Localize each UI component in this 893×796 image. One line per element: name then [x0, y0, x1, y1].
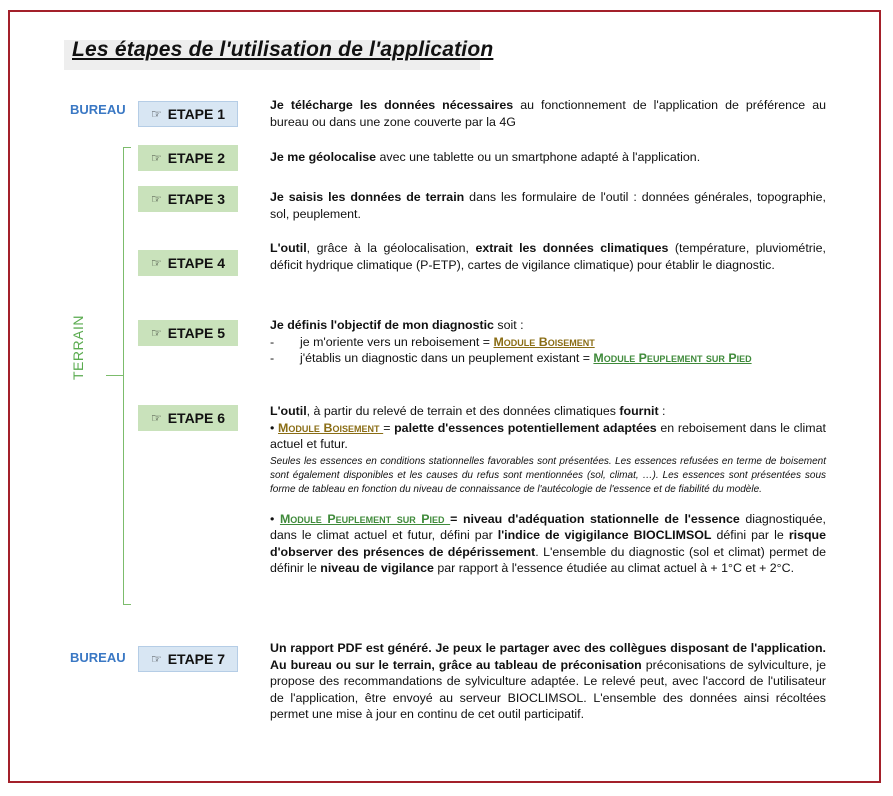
step-1-bold: Je télécharge les données nécessaires: [270, 98, 514, 112]
step-5-item-2: [270, 350, 826, 367]
step-6-text-4: en reboisement dans le climat actuel et futur.: [270, 420, 826, 451]
step-6-text-2: :: [658, 404, 666, 418]
step-7-box: [138, 646, 238, 672]
step-3-rest: dans les formulaire de l'outil : données générales, topographie, sol, peuplement.: [270, 190, 826, 221]
pointing-hand-icon: ☞: [150, 151, 162, 165]
dash-marker: -: [270, 351, 275, 365]
page-title: Les étapes de l'utilisation de l'application: [72, 38, 494, 61]
step-3-text: [270, 189, 826, 222]
pointing-hand-icon: ☞: [150, 107, 162, 121]
bullet-marker: •: [270, 511, 275, 526]
step-2-text: [270, 149, 826, 166]
spacer: [270, 497, 826, 511]
step-7-rest: préconisations de sylviculture, je propose des recommandations de sylviculture adaptée. Le relevé peut, avec l'accord de l'utilisateur de l'application, être envoyé au serveur BIOCLIMSOL. L'ensemble des données ainsi récoltées permet une mise à jour en continu de cet outil participatif.: [270, 657, 826, 721]
step-5-rest: soit :: [493, 318, 524, 332]
module-peuplement-link[interactable]: Module Peuplement sur Pied: [279, 511, 451, 526]
step-5-label: ETAPE 5: [167, 325, 226, 341]
step-6-note: Seules les essences en conditions stationnelles favorables sont présentées. Les essences refusées en terme de boisement sont également disponibles et les causes du refus sont mentionnées (sol, climat, …). Les essences sont présentées sous forme de tableau en fonction du niveau de connaissance de l'autécologie de l'essence et de fiabilité du modèle.: [270, 455, 826, 495]
location-bureau-top: BUREAU: [70, 102, 126, 117]
step-6-text-8: . L'ensemble du diagnostic (sol et climat) permet de définir le: [270, 544, 826, 575]
step-6-bullet-2: [270, 511, 826, 577]
step-1-text: [270, 97, 826, 130]
location-bureau-bottom: BUREAU: [70, 650, 126, 665]
step-6-bold-1: L'outil: [270, 404, 307, 418]
module-peuplement-link[interactable]: Module Peuplement sur Pied: [593, 351, 752, 365]
step-4-text-2: (température, pluviométrie, déficit hydrique climatique (P-ETP), cartes de vigilance climatique) pour établir le diagnostic.: [270, 241, 826, 272]
step-3-box: [138, 186, 238, 212]
location-terrain: TERRAIN: [70, 315, 86, 380]
step-6-box: [138, 405, 238, 431]
step-5-item-2-text: j'établis un diagnostic dans un peuplement existant =: [300, 351, 594, 365]
step-6-bold-7: niveau de vigilance: [320, 561, 434, 575]
step-2-bold: Je me géolocalise: [270, 150, 377, 164]
step-6-bold-2: fournit: [619, 404, 659, 418]
terrain-bracket-tick: [106, 375, 123, 376]
step-6-text: [270, 403, 826, 577]
step-6-text-3: =: [383, 420, 395, 435]
step-5-item-1: [270, 334, 826, 351]
step-1-label: ETAPE 1: [167, 106, 226, 122]
step-6-bold-6: risque d'observer des présences de dépérissement: [270, 528, 826, 559]
step-4-text: [270, 240, 826, 273]
step-4-label: ETAPE 4: [167, 255, 226, 271]
step-4-text-1: , grâce à la géolocalisation,: [306, 241, 476, 255]
step-6-label: ETAPE 6: [167, 410, 226, 426]
terrain-bracket: [123, 147, 131, 605]
step-7-bold: Un rapport PDF est généré. Je peux le partager avec des collègues disposant de l'application. Au bureau ou sur le terrain, grâce au tableau de préconisation: [270, 641, 826, 672]
step-6-text-6: diagnostiquée, dans le climat actuel et futur, défini par: [270, 511, 826, 542]
step-6-bullet-1: [270, 420, 826, 453]
step-4-bold-2: extrait les données climatiques: [475, 241, 669, 255]
pointing-hand-icon: ☞: [150, 192, 162, 206]
step-6-bold-4: niveau d'adéquation stationnelle de l'essence: [462, 511, 740, 526]
step-1-rest: au fonctionnement de l'application de préférence au bureau ou dans une zone couverte par la 4G: [270, 98, 826, 129]
step-6-bold-3: palette d'essences potentiellement adaptées: [394, 420, 657, 435]
step-5-bold: Je définis l'objectif de mon diagnostic: [270, 318, 494, 332]
step-6-text-1: , à partir du relevé de terrain et des données climatiques: [306, 404, 620, 418]
dash-marker: -: [270, 334, 275, 349]
step-6-text-5: =: [450, 511, 463, 526]
step-5-box: [138, 320, 238, 346]
module-boisement-link[interactable]: Module Boisement: [278, 420, 384, 435]
step-5-item-1-text: je m'oriente vers un reboisement =: [300, 334, 494, 349]
bullet-marker: •: [270, 420, 275, 435]
step-6-bold-5: l'indice de vigigilance BIOCLIMSOL: [497, 528, 712, 542]
step-4-box: [138, 250, 238, 276]
step-2-box: [138, 145, 238, 171]
step-6-text-7: défini par le: [711, 528, 789, 542]
step-4-bold-1: L'outil: [270, 241, 307, 255]
step-3-bold: Je saisis les données de terrain: [270, 190, 465, 204]
step-7-label: ETAPE 7: [167, 651, 226, 667]
module-boisement-link[interactable]: Module Boisement: [493, 334, 595, 349]
pointing-hand-icon: ☞: [150, 256, 162, 270]
step-2-label: ETAPE 2: [167, 150, 226, 166]
pointing-hand-icon: ☞: [150, 652, 162, 666]
pointing-hand-icon: ☞: [150, 326, 162, 340]
step-2-rest: avec une tablette ou un smartphone adapté à l'application.: [376, 150, 701, 164]
step-7-text: [270, 640, 826, 723]
step-6-text-9: par rapport à l'essence étudiée au climat actuel à + 1°C et + 2°C.: [433, 561, 795, 575]
pointing-hand-icon: ☞: [150, 411, 162, 425]
step-1-box: [138, 101, 238, 127]
step-3-label: ETAPE 3: [167, 191, 226, 207]
step-5-text: [270, 317, 826, 367]
